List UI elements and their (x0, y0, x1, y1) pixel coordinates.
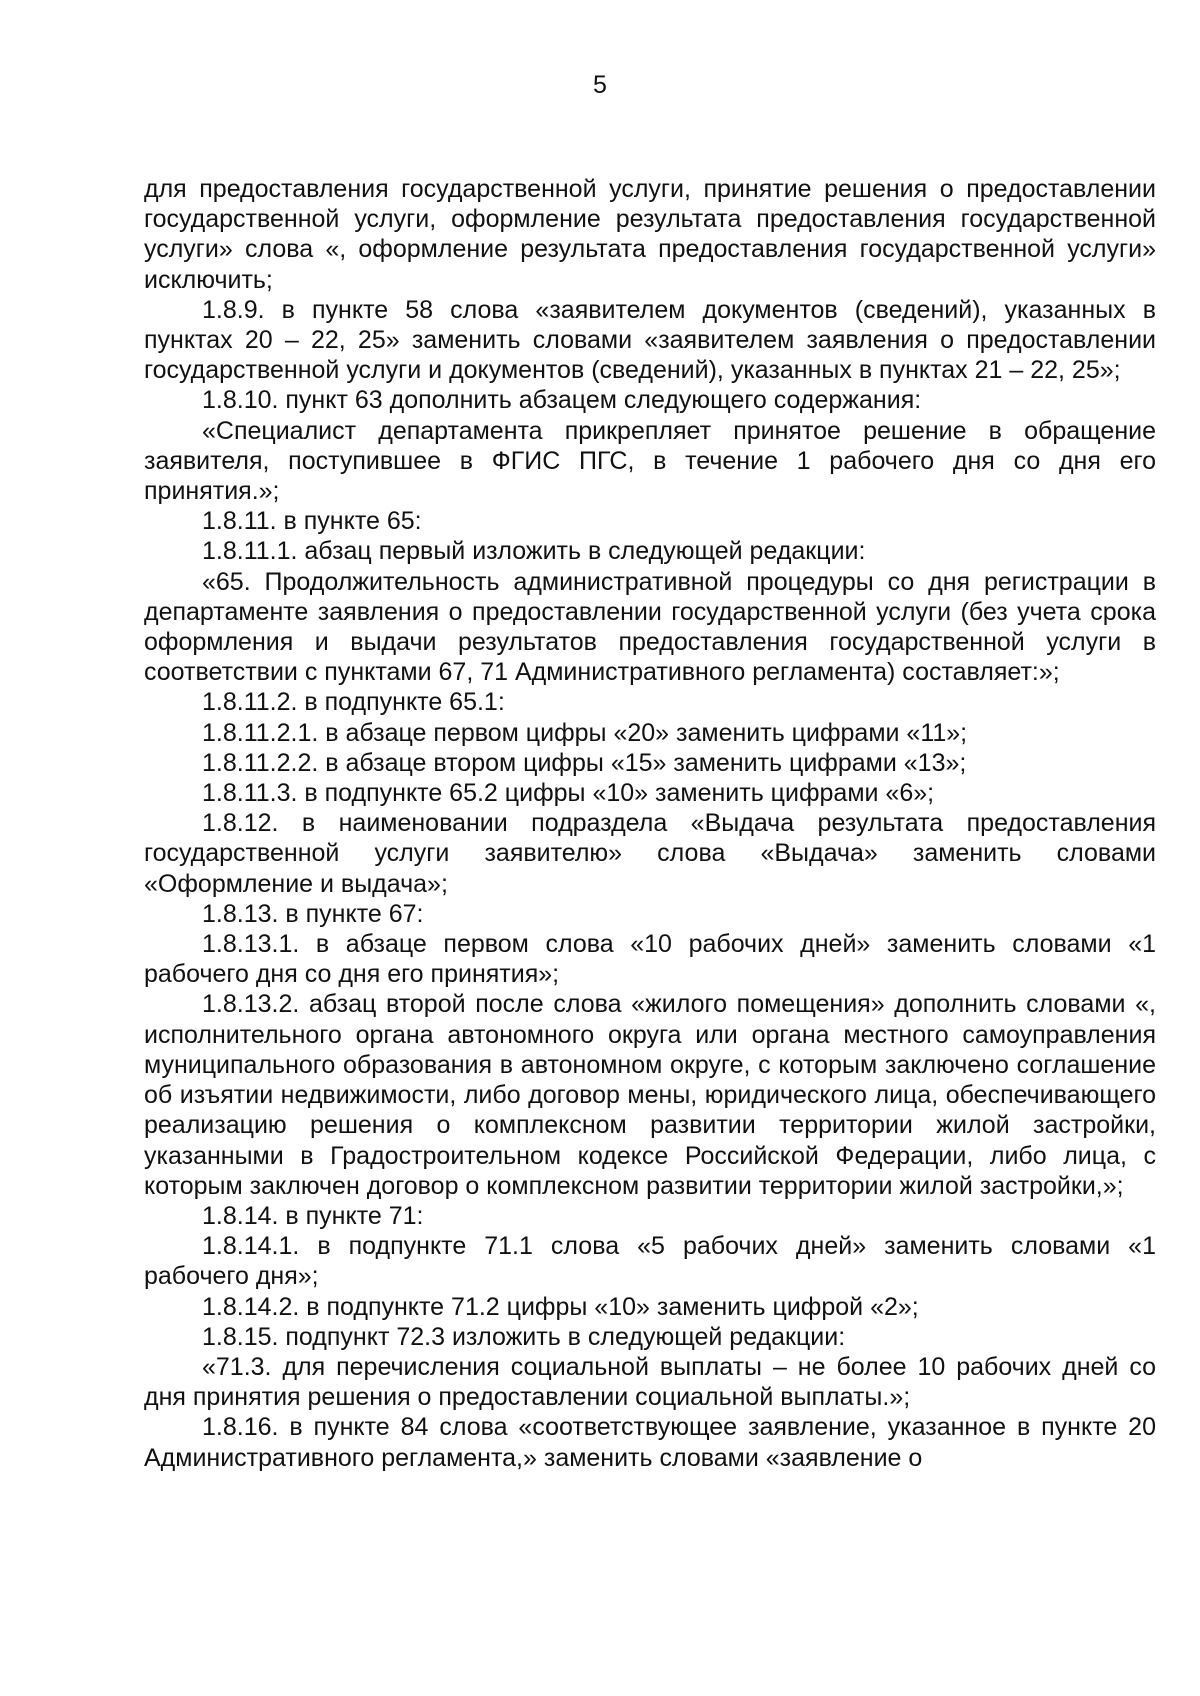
paragraph: 1.8.14. в пункте 71: (202, 1201, 424, 1230)
paragraph: 1.8.12. в наименовании подраздела «Выдача результата предоставления государственной услуги заявителю» слова «Выдача» заменить словами «Оформление и выдача»; (144, 809, 1156, 898)
paragraph: 1.8.11.1. абзац первый изложить в следующей редакции: (202, 537, 866, 566)
paragraph: 1.8.10. пункт 63 дополнить абзацем следующего содержания: (202, 386, 922, 415)
paragraph: «65. Продолжительность административной процедуры со дня регистрации в департаменте заявления о предоставлении государственной услуги (без учета срока оформления и выдачи результатов предоставления государственной услуги в соответствии с пунктами 67, 71 Административного регламента) составляет:»; (144, 567, 1156, 687)
document-body (144, 174, 1156, 1473)
paragraph: 1.8.11. в пункте 65: (202, 507, 422, 536)
paragraph: 1.8.16. в пункте 84 слова «соответствующее заявление, указанное в пункте 20 Административного регламента,» заменить словами «заявление о (144, 1413, 1156, 1472)
paragraph: 1.8.9. в пункте 58 слова «заявителем документов (сведений), указанных в пунктах 20 – 22, 25» заменить словами «заявителем заявления о предоставлении государственной услуги и документов (сведений), указанных в пунктах 21 – 22, 25»; (144, 295, 1156, 385)
paragraph: 1.8.14.2. в подпункте 71.2 цифры «10» заменить цифрой «2»; (202, 1292, 919, 1321)
paragraph: 1.8.11.2.1. в абзаце первом цифры «20» заменить цифрами «11»; (202, 718, 968, 747)
paragraph: 1.8.11.3. в подпункте 65.2 цифры «10» заменить цифрами «6»; (202, 779, 935, 808)
paragraph: 1.8.11.2.2. в абзаце втором цифры «15» заменить цифрами «13»; (202, 748, 967, 777)
paragraph: 1.8.15. подпункт 72.3 изложить в следующей редакции: (202, 1322, 846, 1351)
paragraph: 1.8.13. в пункте 67: (202, 899, 424, 928)
paragraph: 1.8.11.2. в подпункте 65.1: (202, 688, 505, 717)
paragraph: «Специалист департамента прикрепляет принятое решение в обращение заявителя, поступившее в ФГИС ПГС, в течение 1 рабочего дня со дня его принятия.»; (144, 416, 1156, 506)
paragraph: для предоставления государственной услуги, принятие решения о предоставлении государственной услуги, оформление результата предоставления государственной услуги» слова «, оформление результата предоставления государственной услуги» исключить; (144, 175, 1156, 294)
page-number: 5 (593, 71, 607, 99)
paragraph: «71.3. для перечисления социальной выплаты – не более 10 рабочих дней со дня принятия решения о предоставлении социальной выплаты.»; (144, 1352, 1156, 1412)
paragraph: 1.8.13.2. абзац второй после слова «жилого помещения» дополнить словами «, исполнительного органа автономного округа или органа местного самоуправления муниципального образования в автономном округе, с которым заключено соглашение об изъятии недвижимости, либо договор мены, юридического лица, обеспечивающего реализацию решения о комплексном развитии территории жилой застройки, указанными в Градостроительном кодексе Российской Федерации, либо лица, с которым заключен договор о комплексном развитии территории жилой застройки,»; (144, 990, 1156, 1200)
paragraph: 1.8.14.1. в подпункте 71.1 слова «5 рабочих дней» заменить словами «1 рабочего дня»; (144, 1232, 1156, 1291)
paragraph: 1.8.13.1. в абзаце первом слова «10 рабочих дней» заменить словами «1 рабочего дня со дня его принятия»; (144, 930, 1156, 989)
